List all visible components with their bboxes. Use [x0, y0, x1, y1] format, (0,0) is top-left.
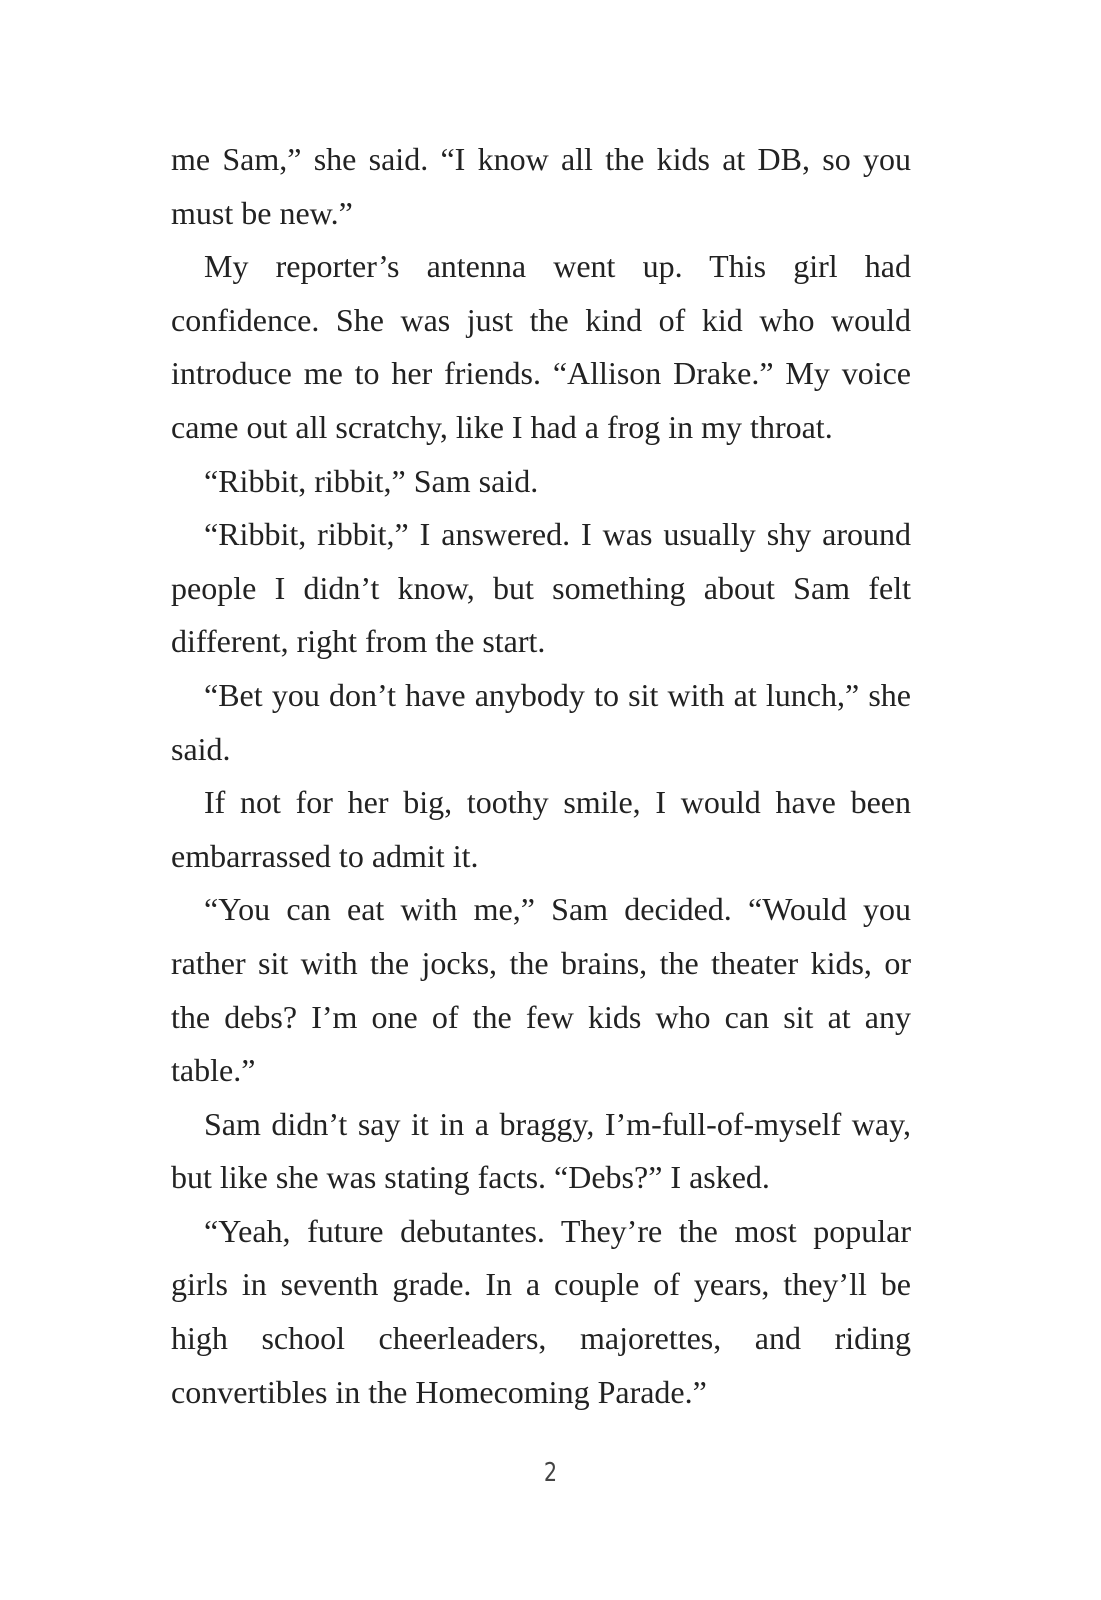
paragraph: me Sam,” she said. “I know all the kids at DB, so you must be new.” [171, 141, 911, 231]
paragraph: “You can eat with me,” Sam decided. “Would you rather sit with the jocks, the brains, the theater kids, or the debs? I’m one of the few kids who can sit at any table.” [171, 891, 911, 1089]
page-number: 2 [543, 1458, 558, 1488]
paragraph: “Ribbit, ribbit,” I answered. I was usually shy around people I didn’t know, but something about Sam felt different, right from the start. [171, 516, 911, 660]
paragraph: “Ribbit, ribbit,” Sam said. [204, 462, 539, 499]
paragraph: My reporter’s antenna went up. This girl had confidence. She was just the kind of kid who would introduce me to her friends. “Allison Drake.” My voice came out all scratchy, like I had a frog in my throat. [171, 248, 911, 445]
paragraph: If not for her big, toothy smile, I would have been embarrassed to admit it. [171, 784, 911, 874]
body-text [171, 133, 911, 1419]
paragraph: Sam didn’t say it in a braggy, I’m-full-of-myself way, but like she was stating facts. “Debs?” I asked. [171, 1105, 911, 1196]
paragraph: “Bet you don’t have anybody to sit with at lunch,” she said. [171, 676, 911, 767]
paragraph: “Yeah, future debutantes. They’re the most popular girls in seventh grade. In a couple of years, they’ll be high school cheerleaders, majorettes, and riding convertibles in the Homecoming Parade.” [171, 1212, 911, 1410]
